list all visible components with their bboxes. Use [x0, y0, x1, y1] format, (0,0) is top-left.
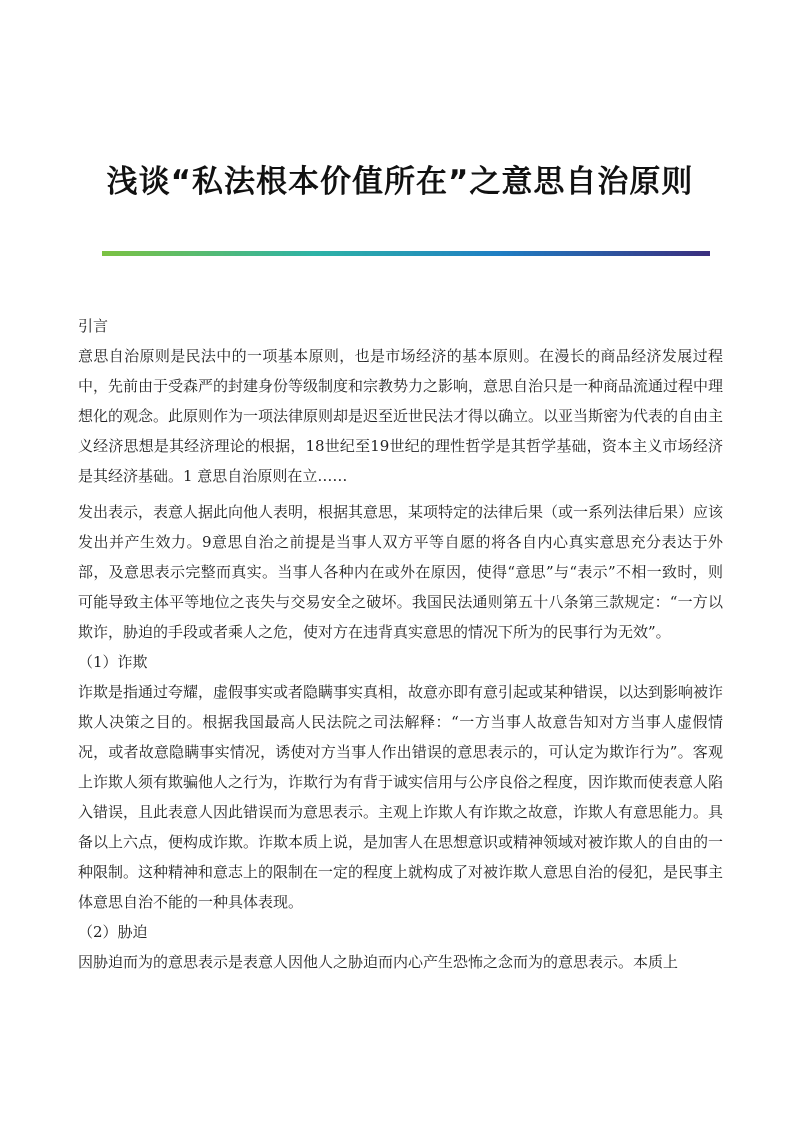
paragraph-declaration: 发出表示，表意人据此向他人表明，根据其意思，某项特定的法律后果（或一系列法律后果）应该发出并产生效力。9意思自治之前提是当事人双方平等自愿的将各自内心真实意思充分表达于外部，及意思表示完整而真实。当事人各种内在或外在原因，使得“意思”与“表示”不相一致时，则可能导致主体平等地位之丧失与交易安全之破坏。我国民法通则第五十八条第三款规定：“一方以欺诈，胁迫的手段或者乘人之危，使对方在违背真实意思的情况下所为的民事行为无效”。	[78, 503, 724, 641]
paragraph-duress: 因胁迫而为的意思表示是表意人因他人之胁迫而内心产生恐怖之念而为的意思表示。本质上	[78, 953, 679, 971]
section-heading-duress: （2）胁迫	[78, 923, 148, 941]
paragraph-intro: 意思自治原则是民法中的一项基本原则，也是市场经济的基本原则。在漫长的商品经济发展过程中，先前由于受森严的封建身份等级制度和宗教势力之影响，意思自治只是一种商品流通过程中理想化的观念。此原则作为一项法律原则却是迟至近世民法才得以确立。以亚当斯密为代表的自由主义经济思想是其经济理论的根据，18世纪至19世纪的理性哲学是其哲学基础，资本主义市场经济是其经济基础。1 意思自治原则在立……	[78, 347, 724, 485]
document-body	[78, 311, 723, 977]
document-title: 浅谈“私法根本价值所在”之意思自治原则	[106, 164, 694, 200]
section-heading-fraud: （1）诈欺	[78, 653, 148, 671]
title-divider	[102, 251, 710, 256]
paragraph-fraud: 诈欺是指通过夸耀，虚假事实或者隐瞒事实真相，故意亦即有意引起或某种错误，以达到影响被诈欺人决策之目的。根据我国最高人民法院之司法解释：“一方当事人故意告知对方当事人虚假情况，或者故意隐瞒事实情况，诱使对方当事人作出错误的意思表示的，可认定为欺诈行为”。客观上诈欺人须有欺骗他人之行为，诈欺行为有背于诚实信用与公序良俗之程度，因诈欺而使表意人陷入错误，且此表意人因此错误而为意思表示。主观上诈欺人有诈欺之故意，诈欺人有意思能力。具备以上六点，便构成诈欺。诈欺本质上说，是加害人在思想意识或精神领域对被诈欺人的自由的一种限制。这种精神和意志上的限制在一定的程度上就构成了对被诈欺人意思自治的侵犯，是民事主体意思自治不能的一种具体表现。	[78, 683, 724, 911]
section-heading-intro: 引言	[78, 317, 109, 335]
